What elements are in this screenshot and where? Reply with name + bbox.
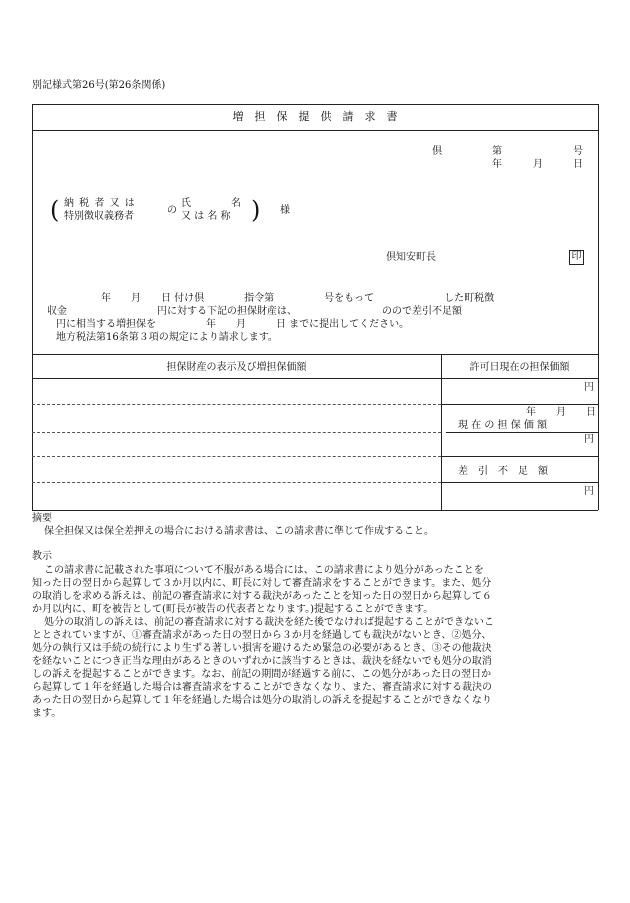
frame-bottom-border <box>32 510 598 511</box>
notice-p2-line: ら起算して１年を経過した場合は審査請求をすることができなくなり、また、審査請求に対する裁決の <box>32 682 492 693</box>
notice-p2-line: ととされていますが、①審査請求があった日の翌日から３か月を経過しても裁決がないとき、②処分、 <box>32 630 492 641</box>
shortfall-label: 差 引 不 足 額 <box>458 466 548 477</box>
frame-left-border <box>32 104 33 510</box>
col2-divider-4 <box>441 482 598 483</box>
notice-p2-line: 処分の取消しの訴えは、前記の審査請求に対する裁決を経た後でなければ提起することができないこ <box>44 617 494 628</box>
notice-p1-line: か月以内に、町を被告として(町長が被告の代表者となります。)提起することができます。 <box>32 604 434 615</box>
table-header-divider <box>32 378 598 379</box>
row-dashed-divider-1 <box>32 404 441 405</box>
right-paren: ) <box>251 196 261 224</box>
issuer-name: 倶知安町長 <box>386 252 436 263</box>
current-value-label: 現 在 の 担 保 価 額 <box>458 420 548 431</box>
addressee-name-line1: 氏 名 <box>181 198 241 209</box>
yen-unit-3: 円 <box>584 486 594 497</box>
body-line-4: 地方税法第16条第３項の規定により請求します。 <box>56 332 278 343</box>
title-divider <box>32 130 598 131</box>
addressee-label-line2: 特別徴収義務者 <box>64 211 134 222</box>
row-dashed-divider-3 <box>32 456 441 457</box>
form-number: 別記様式第26号(第26条関係) <box>32 80 166 91</box>
row-dashed-divider-2 <box>32 432 441 433</box>
addressee-sama: 様 <box>280 205 290 216</box>
notice-paragraph-1 <box>32 564 598 616</box>
notice-p2-line: を経ないことにつき正当な理由があるときのいずれかに該当するときは、裁決を経ないでも処分の取消 <box>32 656 492 667</box>
summary-text: 保全担保又は保全差押えの場合における請求書は、この請求書に準じて作成すること。 <box>44 526 434 537</box>
notice-p2-line: 処分の執行又は手続の続行により生ずる著しい損害を避けるため緊急の必要があるとき、③その他裁決 <box>32 643 492 654</box>
seal-mark: 印 <box>569 250 584 265</box>
notice-p1-line: この請求書に記載された事項について不服がある場合には、この請求書により処分があったことを <box>44 565 484 576</box>
col2-header: 許可日現在の担保価額 <box>469 362 570 373</box>
body-line-1: 年 月 日 付け倶 指令第 号をもって した町税徴 <box>101 293 495 304</box>
notice-p2-line: しの訴えを提起することができます。なお、前記の期間が経過する前に、この処分があった日の翌日か <box>32 669 492 680</box>
date-month: 月 <box>533 159 543 170</box>
summary-heading: 摘要 <box>32 513 52 524</box>
row-dashed-divider-4 <box>32 482 441 483</box>
frame-top-border <box>32 104 598 105</box>
form-title: 増 担 保 提 供 請 求 書 <box>232 110 398 123</box>
notice-p2-line: ます。 <box>32 708 62 719</box>
notice-p1-line: の取消しを求める訴えは、前記の審査請求に対する裁決があったことを知った日の翌日から起算して６ <box>32 591 492 602</box>
doc-prefix: 倶 <box>432 146 442 157</box>
col1-header: 担保財産の表示及び増担保価額 <box>166 362 307 373</box>
doc-dai: 第 <box>492 146 502 157</box>
left-paren: ( <box>50 196 60 224</box>
request-body <box>44 292 592 344</box>
notice-heading: 教示 <box>32 551 52 562</box>
notice-p1-line: 知った日の翌日から起算して３か月以内に、町長に対して審査請求をすることができます。また、処分 <box>32 578 492 589</box>
yen-unit-1: 円 <box>584 382 594 393</box>
col2-divider-3 <box>441 456 598 457</box>
addressee-no: の <box>167 205 177 216</box>
current-value-underline <box>446 432 598 433</box>
addressee-name-line2: 又 は 名 称 <box>181 211 231 222</box>
col2-divider-1 <box>441 404 598 405</box>
notice-paragraph-2 <box>32 616 598 720</box>
date-year: 年 <box>492 159 502 170</box>
frame-right-border <box>598 104 599 510</box>
doc-go: 号 <box>573 146 583 157</box>
date-day: 日 <box>573 159 583 170</box>
body-line-2: 収金 円に対する下記の担保財産は、 のので差引不足額 <box>47 306 462 317</box>
addressee-label-line1: 納 税 者 又 は <box>64 198 136 209</box>
current-value-date: 年 月 日 <box>526 407 596 418</box>
table-top-border <box>32 354 598 355</box>
notice-p2-line: あった日の翌日から起算して１年を経過した場合は処分の取消しの訴えを提起することができなくなり <box>32 695 492 706</box>
body-line-3: 円に相当する増担保を 年 月 日 までに提出してください。 <box>56 319 410 330</box>
yen-unit-2: 円 <box>584 434 594 445</box>
